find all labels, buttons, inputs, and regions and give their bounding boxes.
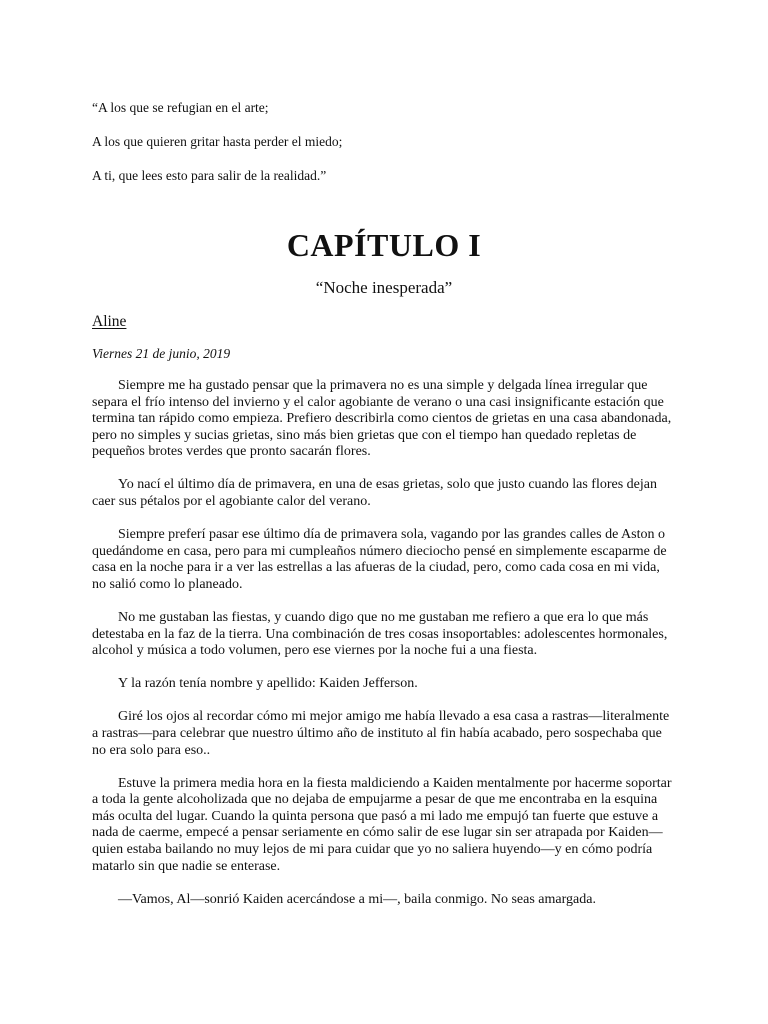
dedication-line: A ti, que lees esto para salir de la realidad.”: [92, 168, 327, 183]
dedication: [92, 100, 692, 202]
dedication-line: A los que quieren gritar hasta perder el miedo;: [92, 134, 343, 149]
body-paragraph: Siempre preferí pasar ese último día de primavera sola, vagando por las grandes calles de Aston o quedándome en casa, pero para mi cumpleaños número dieciocho pensé en simplemente escaparme de casa en la noche para ir a ver las estrellas a las afueras de la ciudad, pero, como cada cosa en mi vida, no salió como lo planeado.: [92, 527, 667, 592]
dedication-line: “A los que se refugian en el arte;: [92, 100, 269, 115]
body-paragraph: No me gustaban las fiestas, y cuando digo que no me gustaban me refiero a que era lo que más detestaba en la faz de la tierra. Una combinación de tres cosas insoportables: adolescentes hormonales, alcohol y música a todo volumen, pero ese viernes por la noche fui a una fiesta.: [92, 610, 668, 659]
narrator-name: Aline: [92, 313, 127, 330]
chapter-body: [92, 378, 676, 925]
body-paragraph: —Vamos, Al—sonrió Kaiden acercándose a mi—, baila conmigo. No seas amargada.: [118, 891, 596, 907]
body-paragraph: Siempre me ha gustado pensar que la primavera no es una simple y delgada línea irregular que separa el frío intenso del invierno y el calor agobiante de verano o una casi insignificante estación que termina tan rápido como empieza. Prefiero describirla como cientos de grietas en una casa abandonada, pero no simples y sucias grietas, sino más bien grietas que con el tiempo han quedado repletas de pequeños brotes verdes que pronto sacarán flores.: [92, 378, 672, 460]
chapter-date: Viernes 21 de junio, 2019: [92, 346, 231, 361]
body-paragraph: Giré los ojos al recordar cómo mi mejor amigo me había llevado a esa casa a rastras—literalmente a rastras—para celebrar que nuestro último año de instituto al fin había acabado, pero sospechaba que no era solo para eso..: [92, 709, 670, 758]
chapter-title: CAPÍTULO I: [286, 227, 482, 263]
body-paragraph: Y la razón tenía nombre y apellido: Kaiden Jefferson.: [118, 676, 418, 692]
body-paragraph: Yo nací el último día de primavera, en una de esas grietas, solo que justo cuando las flores dejan caer sus pétalos por el agobiante calor del verano.: [92, 477, 657, 510]
body-paragraph: Estuve la primera media hora en la fiesta maldiciendo a Kaiden mentalmente por hacerme soportar a toda la gente alcoholizada que no dejaba de empujarme a pesar de que me encontraba en la esquina más oculta del lugar. Cuando la quinta persona que pasó a mi lado me empujó tan fuerte que estuve a nada de caerme, empecé a pensar seriamente en cómo salir de ese lugar sin ser atrapada por Kaiden— quien estaba bailando no muy lejos de mi para cuidar que yo no saliera huyendo—y en cómo podría matarlo sin que nadie se enterase.: [92, 775, 672, 874]
chapter-subtitle: “Noche inesperada”: [315, 278, 453, 297]
